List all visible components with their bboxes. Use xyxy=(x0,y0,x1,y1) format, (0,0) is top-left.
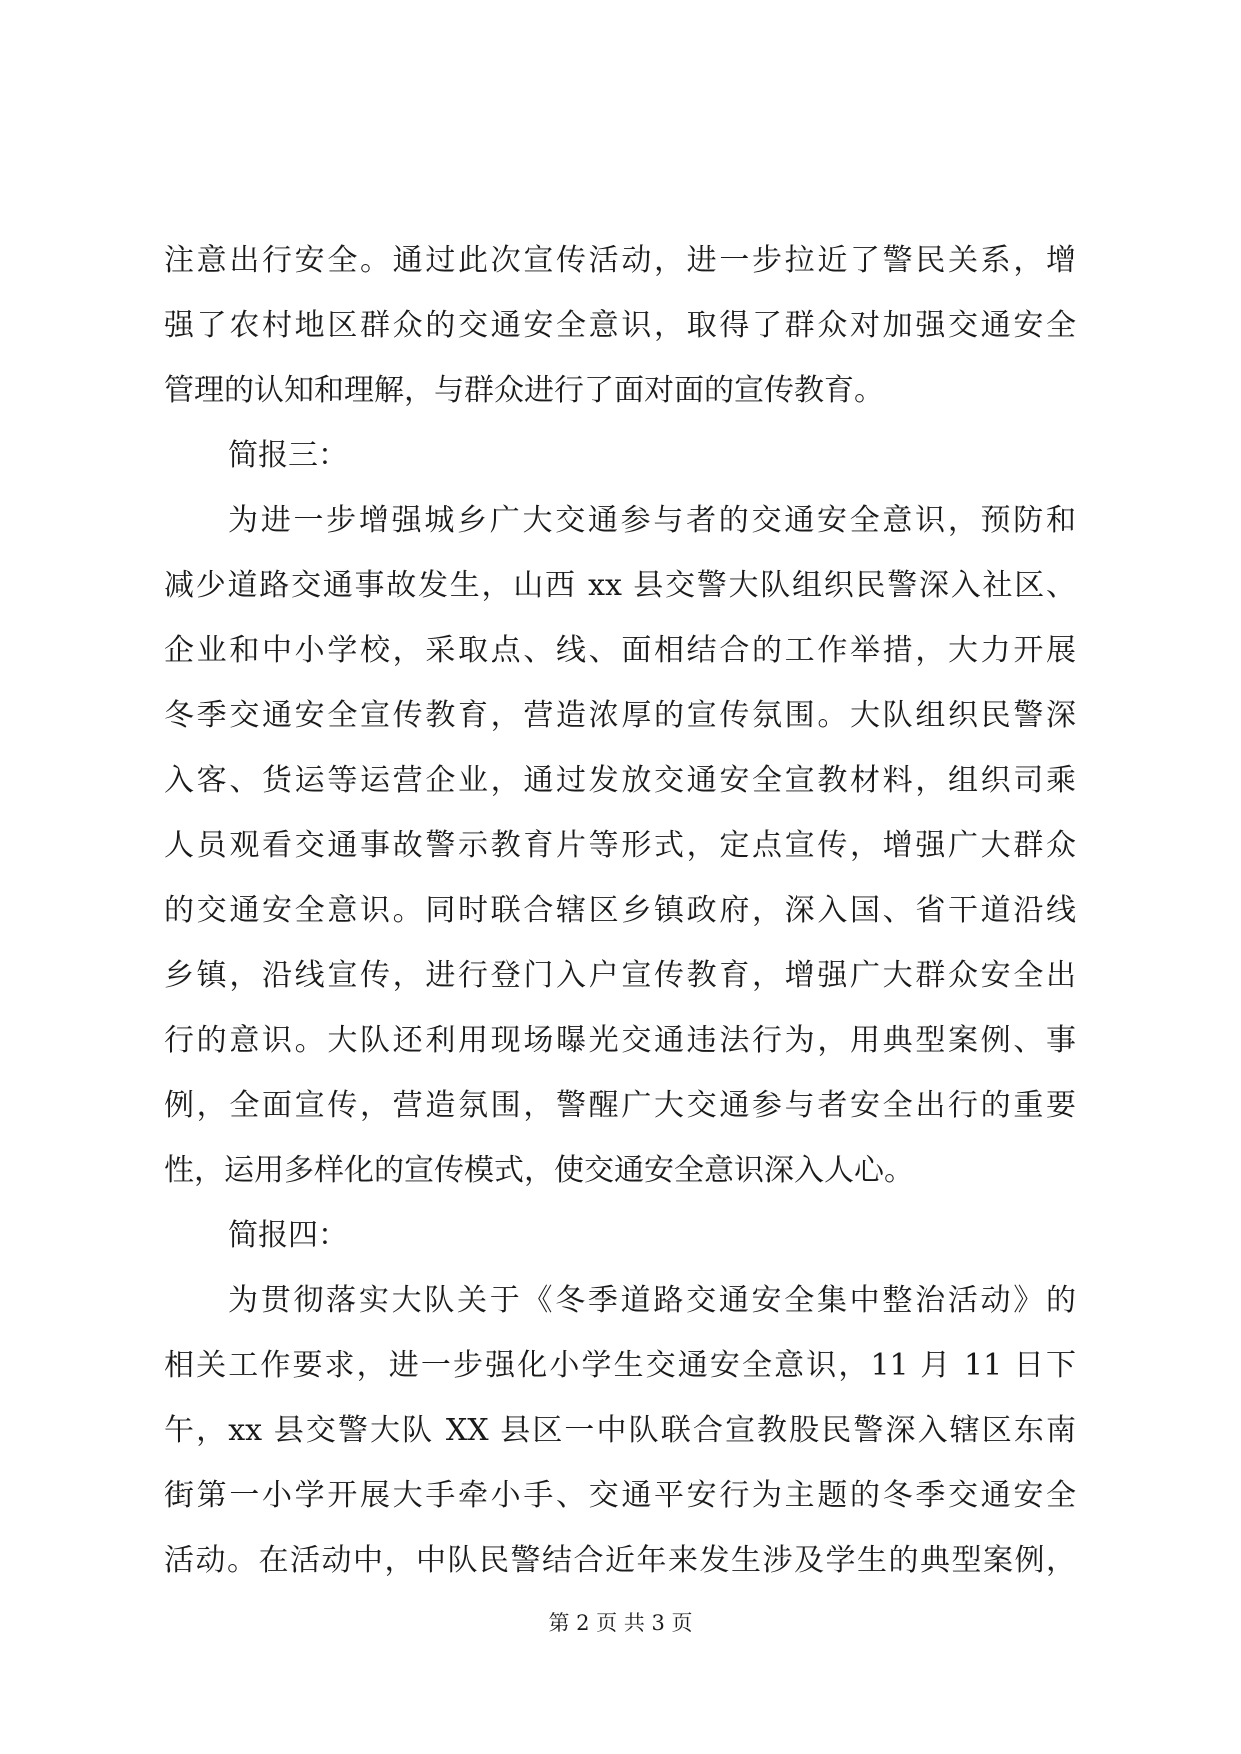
paragraph-line: 活动。在活动中，中队民警结合近年来发生涉及学生的典型案例， xyxy=(164,1543,1076,1578)
paragraph-line: 的交通安全意识。同时联合辖区乡镇政府，深入国、省干道沿线 xyxy=(164,893,1076,928)
paragraph-line: 乡镇，沿线宣传，进行登门入户宣传教育，增强广大群众安全出 xyxy=(164,958,1076,993)
paragraph-line: 冬季交通安全宣传教育，营造浓厚的宣传氛围。大队组织民警深 xyxy=(164,698,1076,733)
paragraph-line: 入客、货运等运营企业，通过发放交通安全宣教材料，组织司乘 xyxy=(164,763,1076,798)
paragraph-line: 注意出行安全。通过此次宣传活动，进一步拉近了警民关系，增 xyxy=(164,243,1076,278)
page-footer: 第 2 页 共 3 页 xyxy=(548,1611,693,1635)
paragraph-line: 人员观看交通事故警示教育片等形式，定点宣传，增强广大群众 xyxy=(164,828,1076,863)
paragraph-line: 减少道路交通事故发生，山西 xx 县交警大队组织民警深入社区、 xyxy=(164,568,1076,603)
section-heading-brief-4: 简报四： xyxy=(228,1218,348,1253)
paragraph-line: 相关工作要求，进一步强化小学生交通安全意识，11 月 11 日下 xyxy=(164,1348,1076,1383)
paragraph-line: 行的意识。大队还利用现场曝光交通违法行为，用典型案例、事 xyxy=(164,1023,1076,1058)
section-heading-brief-3: 简报三： xyxy=(228,438,348,473)
paragraph-line: 午，xx 县交警大队 XX 县区一中队联合宣教股民警深入辖区东南 xyxy=(164,1413,1076,1448)
paragraph-line: 例，全面宣传，营造氛围，警醒广大交通参与者安全出行的重要 xyxy=(164,1088,1076,1123)
paragraph-line: 管理的认知和理解，与群众进行了面对面的宣传教育。 xyxy=(164,373,884,408)
paragraph-line: 街第一小学开展大手牵小手、交通平安行为主题的冬季交通安全 xyxy=(164,1478,1076,1513)
paragraph-line: 为进一步增强城乡广大交通参与者的交通安全意识，预防和 xyxy=(228,503,1076,538)
paragraph-line: 企业和中小学校，采取点、线、面相结合的工作举措，大力开展 xyxy=(164,633,1076,668)
paragraph-line: 为贯彻落实大队关于《冬季道路交通安全集中整治活动》的 xyxy=(228,1283,1076,1318)
paragraph-line: 强了农村地区群众的交通安全意识，取得了群众对加强交通安全 xyxy=(164,308,1076,343)
document-body xyxy=(164,228,1076,1593)
paragraph-line: 性，运用多样化的宣传模式，使交通安全意识深入人心。 xyxy=(164,1153,914,1188)
